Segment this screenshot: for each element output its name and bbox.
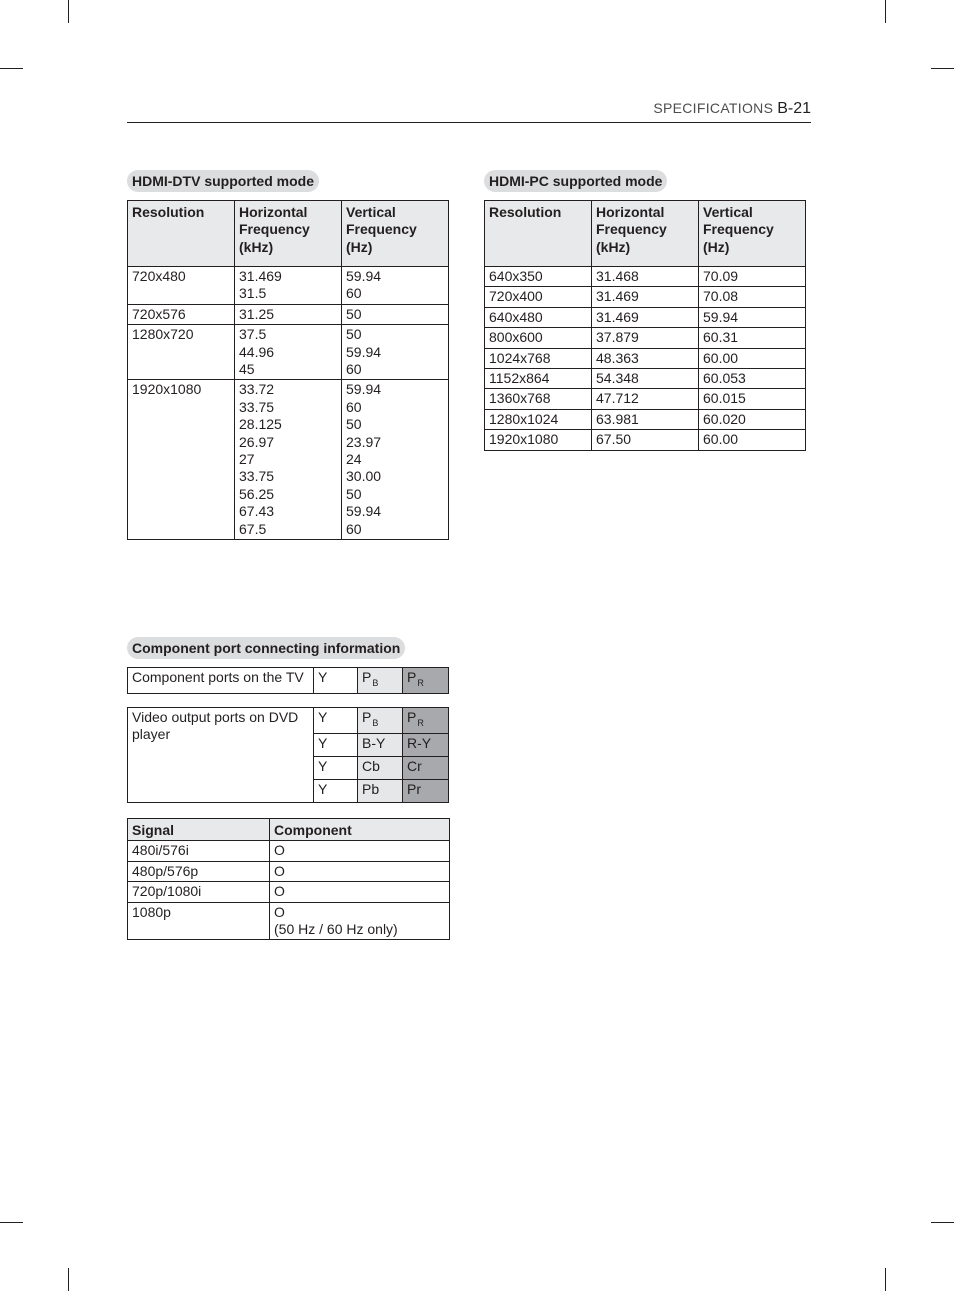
- resolution-cell: 1280x720: [128, 325, 235, 380]
- hfreq-cell-line: 37.5: [239, 326, 267, 343]
- hfreq-cell-line: 44.96: [239, 343, 275, 360]
- port-b: Pb: [358, 780, 403, 803]
- component-cell-line: (50 Hz / 60 Hz only): [274, 921, 398, 938]
- hfreq-cell: 47.712: [592, 389, 699, 409]
- crop-mark: [931, 68, 954, 69]
- table-row: [128, 902, 450, 940]
- hfreq-cell-line: 33.72: [239, 381, 275, 398]
- vfreq-cell: [342, 325, 449, 380]
- signal-cell: 480p/576p: [128, 861, 270, 881]
- column-header: Vertical Frequency (Hz): [699, 201, 806, 267]
- vfreq-cell-line: 60: [346, 398, 362, 415]
- table-row: [128, 861, 450, 881]
- vfreq-cell-line: 60: [346, 361, 362, 378]
- hfreq-cell: 63.981: [592, 409, 699, 429]
- component-cell-line: O: [274, 842, 285, 859]
- hfreq-cell-line: 33.75: [239, 398, 275, 415]
- component-cell-line: O: [274, 903, 285, 920]
- resolution-cell: 720x576: [128, 304, 235, 324]
- signal-cell: 480i/576i: [128, 841, 270, 861]
- table-row: [485, 430, 806, 450]
- crop-mark: [931, 1222, 954, 1223]
- resolution-cell: 720x400: [485, 287, 592, 307]
- column-header: Signal: [128, 819, 270, 841]
- table-header-row: [485, 201, 806, 267]
- component-cell: [270, 902, 450, 940]
- crop-mark: [0, 68, 23, 69]
- vfreq-cell-line: 59.94: [346, 503, 382, 520]
- hdmi-dtv-table: [127, 200, 449, 540]
- hfreq-cell: [235, 304, 342, 324]
- port-y: Y: [314, 708, 358, 734]
- crop-mark: [0, 1222, 23, 1223]
- crop-mark: [68, 1268, 69, 1291]
- vfreq-cell-line: 50: [346, 416, 362, 433]
- vfreq-cell-line: 50: [346, 326, 362, 343]
- tv-ports-label: Component ports on the TV: [128, 668, 314, 694]
- hfreq-cell-line: 26.97: [239, 433, 275, 450]
- vfreq-cell: 60.015: [699, 389, 806, 409]
- column-header: Resolution: [128, 201, 235, 267]
- vfreq-cell: 60.053: [699, 369, 806, 389]
- resolution-cell: 1152x864: [485, 369, 592, 389]
- column-header: Component: [270, 819, 450, 841]
- hfreq-cell: 31.468: [592, 267, 699, 287]
- hfreq-cell: 37.879: [592, 328, 699, 348]
- table-row: [128, 267, 449, 305]
- resolution-cell: 1920x1080: [485, 430, 592, 450]
- table-row: [128, 380, 449, 540]
- hfreq-cell: [235, 267, 342, 305]
- vfreq-cell-line: 60: [346, 520, 362, 537]
- hdmi-pc-table: [484, 200, 806, 451]
- hdmi-pc-title: HDMI-PC supported mode: [484, 170, 667, 192]
- table-row: [485, 307, 806, 327]
- component-cell: [270, 861, 450, 881]
- hfreq-cell-line: 31.5: [239, 285, 267, 302]
- component-cell: [270, 882, 450, 902]
- port-r: R-Y: [403, 734, 449, 757]
- dvd-ports-label: Video output ports on DVD player: [128, 708, 314, 803]
- hfreq-cell: [235, 380, 342, 540]
- table-row: [485, 389, 806, 409]
- table-row: [128, 841, 450, 861]
- port-r: Cr: [403, 757, 449, 780]
- table-row: [485, 287, 806, 307]
- column-header: Horizontal Frequency (kHz): [235, 201, 342, 267]
- vfreq-cell-line: 59.94: [346, 268, 382, 284]
- resolution-cell: 1280x1024: [485, 409, 592, 429]
- component-cell: [270, 841, 450, 861]
- vfreq-cell: 59.94: [699, 307, 806, 327]
- port-y: Y: [314, 734, 358, 757]
- vfreq-cell-line: 59.94: [346, 343, 382, 360]
- hfreq-cell: [235, 325, 342, 380]
- port-pr: $P_R$: [403, 668, 449, 694]
- component-cell-line: O: [274, 883, 285, 900]
- hfreq-cell-line: 67.43: [239, 503, 275, 520]
- port-r: Pr: [403, 780, 449, 803]
- port-b: B-Y: [358, 734, 403, 757]
- table-row: [128, 668, 449, 694]
- hfreq-cell-line: 56.25: [239, 485, 275, 502]
- table-row: [128, 325, 449, 380]
- vfreq-cell-line: 59.94: [346, 381, 382, 398]
- section-title: SPECIFICATIONS: [653, 100, 774, 116]
- port-b: Cb: [358, 757, 403, 780]
- vfreq-cell: 70.08: [699, 287, 806, 307]
- table-header-row: [128, 819, 450, 841]
- vfreq-cell: 60.020: [699, 409, 806, 429]
- resolution-cell: 640x480: [485, 307, 592, 327]
- vfreq-cell-line: 24: [346, 451, 362, 468]
- component-cell-line: O: [274, 862, 285, 879]
- port-y: Y: [314, 668, 358, 694]
- table-row: [128, 708, 449, 734]
- vfreq-cell-line: 30.00: [346, 468, 382, 485]
- hfreq-cell: 31.469: [592, 287, 699, 307]
- vfreq-cell: 60.00: [699, 348, 806, 368]
- resolution-cell: 720x480: [128, 267, 235, 305]
- hfreq-cell: 31.469: [592, 307, 699, 327]
- table-row: [128, 882, 450, 902]
- hfreq-cell: 48.363: [592, 348, 699, 368]
- column-header: Resolution: [485, 201, 592, 267]
- vfreq-cell: 60.31: [699, 328, 806, 348]
- dvd-ports-table: [127, 707, 449, 803]
- vfreq-cell: [342, 267, 449, 305]
- hfreq-cell-line: 33.75: [239, 468, 275, 485]
- table-row: [485, 267, 806, 287]
- vfreq-cell-line: 50: [346, 305, 362, 322]
- column-header: Horizontal Frequency (kHz): [592, 201, 699, 267]
- signal-cell: 720p/1080i: [128, 882, 270, 902]
- resolution-cell: 1920x1080: [128, 380, 235, 540]
- column-header: Vertical Frequency (Hz): [342, 201, 449, 267]
- tv-ports-table: [127, 667, 449, 694]
- crop-mark: [885, 0, 886, 23]
- table-row: [128, 304, 449, 324]
- hfreq-cell: 67.50: [592, 430, 699, 450]
- table-row: [485, 409, 806, 429]
- vfreq-cell-line: 60: [346, 285, 362, 302]
- table-row: [485, 369, 806, 389]
- port-pr: $P_R$: [403, 708, 449, 734]
- hfreq-cell-line: 27: [239, 451, 255, 468]
- hfreq-cell-line: 31.25: [239, 305, 275, 322]
- crop-mark: [68, 0, 69, 23]
- hfreq-cell-line: 67.5: [239, 520, 267, 537]
- resolution-cell: 1024x768: [485, 348, 592, 368]
- port-y: Y: [314, 757, 358, 780]
- vfreq-cell-line: 23.97: [346, 433, 382, 450]
- crop-mark: [885, 1268, 886, 1291]
- page-number: B-21: [777, 100, 811, 117]
- signal-table: [127, 818, 450, 940]
- component-title: Component port connecting information: [127, 637, 405, 659]
- port-pb: $P_B$: [358, 708, 403, 734]
- table-row: [485, 348, 806, 368]
- port-y: Y: [314, 780, 358, 803]
- vfreq-cell: [342, 304, 449, 324]
- hdmi-dtv-title: HDMI-DTV supported mode: [127, 170, 319, 192]
- signal-cell: 1080p: [128, 902, 270, 940]
- table-row: [485, 328, 806, 348]
- vfreq-cell: 60.00: [699, 430, 806, 450]
- vfreq-cell: 70.09: [699, 267, 806, 287]
- hfreq-cell: 54.348: [592, 369, 699, 389]
- hfreq-cell-line: 45: [239, 361, 255, 378]
- hfreq-cell-line: 28.125: [239, 416, 282, 433]
- vfreq-cell-line: 50: [346, 485, 362, 502]
- resolution-cell: 640x350: [485, 267, 592, 287]
- resolution-cell: 1360x768: [485, 389, 592, 409]
- page-header: [127, 100, 811, 123]
- table-header-row: [128, 201, 449, 267]
- port-pb: $P_B$: [358, 668, 403, 694]
- hfreq-cell-line: 31.469: [239, 268, 282, 284]
- vfreq-cell: [342, 380, 449, 540]
- resolution-cell: 800x600: [485, 328, 592, 348]
